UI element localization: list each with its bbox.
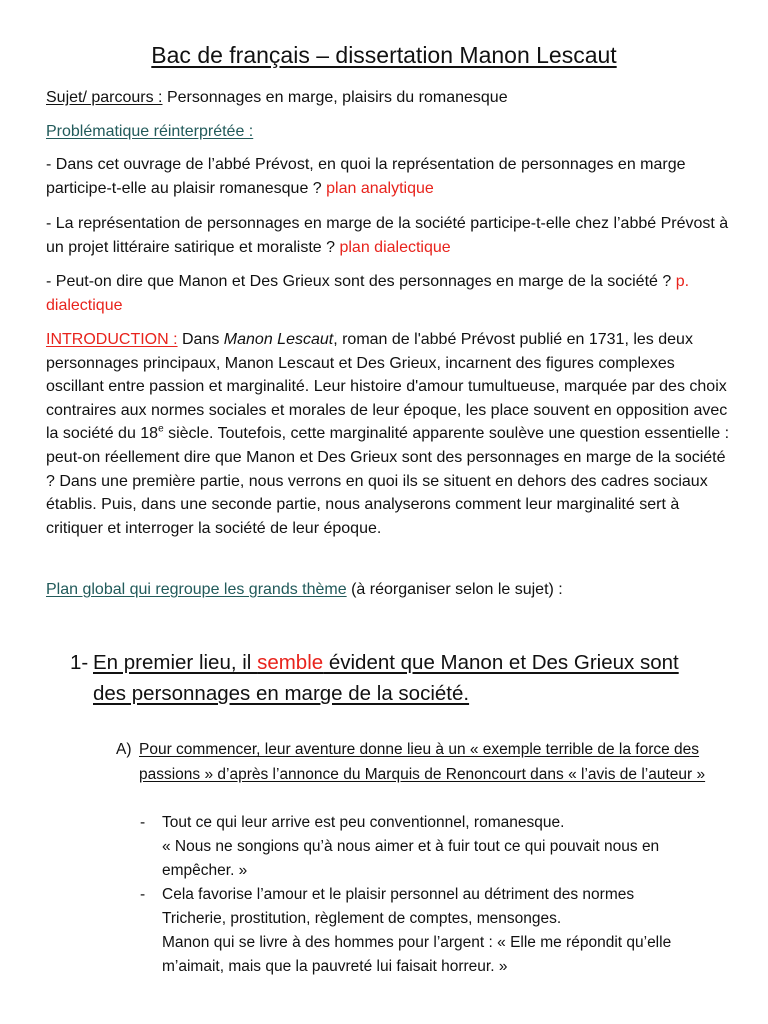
question-2 — [46, 212, 730, 260]
problematique-label: Problématique réinterprétée : — [46, 123, 254, 140]
question-1 — [46, 153, 730, 201]
bullet-line: « Nous ne songions qu’à nous aimer et à fuir tout ce qui pouvait nous en empêcher. » — [162, 838, 660, 879]
part-1-number: 1- — [70, 651, 89, 674]
part-1-title — [93, 647, 713, 709]
bullet-dash: - — [140, 886, 146, 903]
sujet-label: Sujet/ parcours : — [46, 89, 163, 106]
plan-global-line — [46, 578, 730, 602]
introduction-label: INTRODUCTION : — [46, 331, 178, 348]
bullet-text — [162, 883, 732, 979]
bullet-line: Manon qui se livre à des hommes pour l’argent : « Elle me répondit qu’elle m’aimait, mais que la pauvreté lui faisait horreur. » — [162, 934, 672, 975]
bullet-dash: - — [140, 814, 146, 831]
question-1-plan: plan analytique — [326, 180, 434, 197]
section-a-label: A) — [116, 741, 132, 758]
plan-global-rest: (à réorganiser selon le sujet) : — [346, 581, 563, 598]
plan-global-link[interactable]: Plan global qui regroupe les grands thème — [46, 581, 347, 598]
sujet-line — [46, 86, 730, 110]
introduction-before-title: Dans — [177, 331, 224, 348]
page-title: Bac de français – dissertation Manon Lescaut — [151, 42, 617, 68]
bullet-line: Tricherie, prostitution, règlement de comptes, mensonges. — [162, 910, 562, 927]
question-3 — [46, 270, 730, 318]
sujet-text: Personnages en marge, plaisirs du romanesque — [162, 89, 508, 106]
question-3-plan: p. dialectique — [46, 273, 690, 314]
part-1-highlight: semble — [257, 651, 324, 674]
question-1-text: - Dans cet ouvrage de l’abbé Prévost, en quoi la représentation de personnages en marge participe-t-elle au plaisir romanesque ? — [46, 156, 686, 197]
introduction-sup: e — [158, 424, 164, 436]
question-2-text: - La représentation de personnages en marge de la société participe-t-elle chez l’abbé Prévost à un projet littéraire satirique et moraliste ? — [46, 215, 729, 256]
bullet-line: Tout ce qui leur arrive est peu conventionnel, romanesque. — [162, 814, 565, 831]
question-2-plan: plan dialectique — [339, 239, 451, 256]
introduction-paragraph — [46, 328, 730, 540]
question-3-text: - Peut-on dire que Manon et Des Grieux sont des personnages en marge de la société ? — [46, 273, 676, 290]
bullet-line: Cela favorise l’amour et le plaisir personnel au détriment des normes — [162, 886, 635, 903]
introduction-work-title: Manon Lescaut — [223, 331, 334, 348]
part-1-before: En premier lieu, il — [93, 651, 258, 674]
bullet-text — [162, 811, 732, 883]
section-a-title: Pour commencer, leur aventure donne lieu à un « exemple terrible de la force des passions » d’après l’annonce du Marquis de Renoncourt dans « l’avis de l’auteur » — [139, 741, 706, 783]
introduction-part1: , roman de l'abbé Prévost publié en 1731, les deux personnages principaux, Manon Lescaut et Des Grieux, incarnent des figures complexes oscillant entre passion et marginalité. Leur histoire d'amour tumultueuse, marquée par des choix contraires aux normes sociales et morales de leur époque, les place souvent en opposition avec la société du 18 — [46, 331, 728, 443]
part-1-after: évident que Manon et Des Grieux sont des personnages en marge de la société. — [93, 651, 679, 705]
introduction-part2: siècle. Toutefois, cette marginalité apparente soulève une question essentielle : peut-on réellement dire que Manon et Des Grieux sont des personnages en marge de la société ? Dans une première partie, nous verrons en quoi ils se situent en dehors des cadres sociaux établis. Puis, dans une seconde partie, nous analyserons comment leur marginalité sert à critiquer et interroger la société de leur époque. — [46, 425, 730, 537]
